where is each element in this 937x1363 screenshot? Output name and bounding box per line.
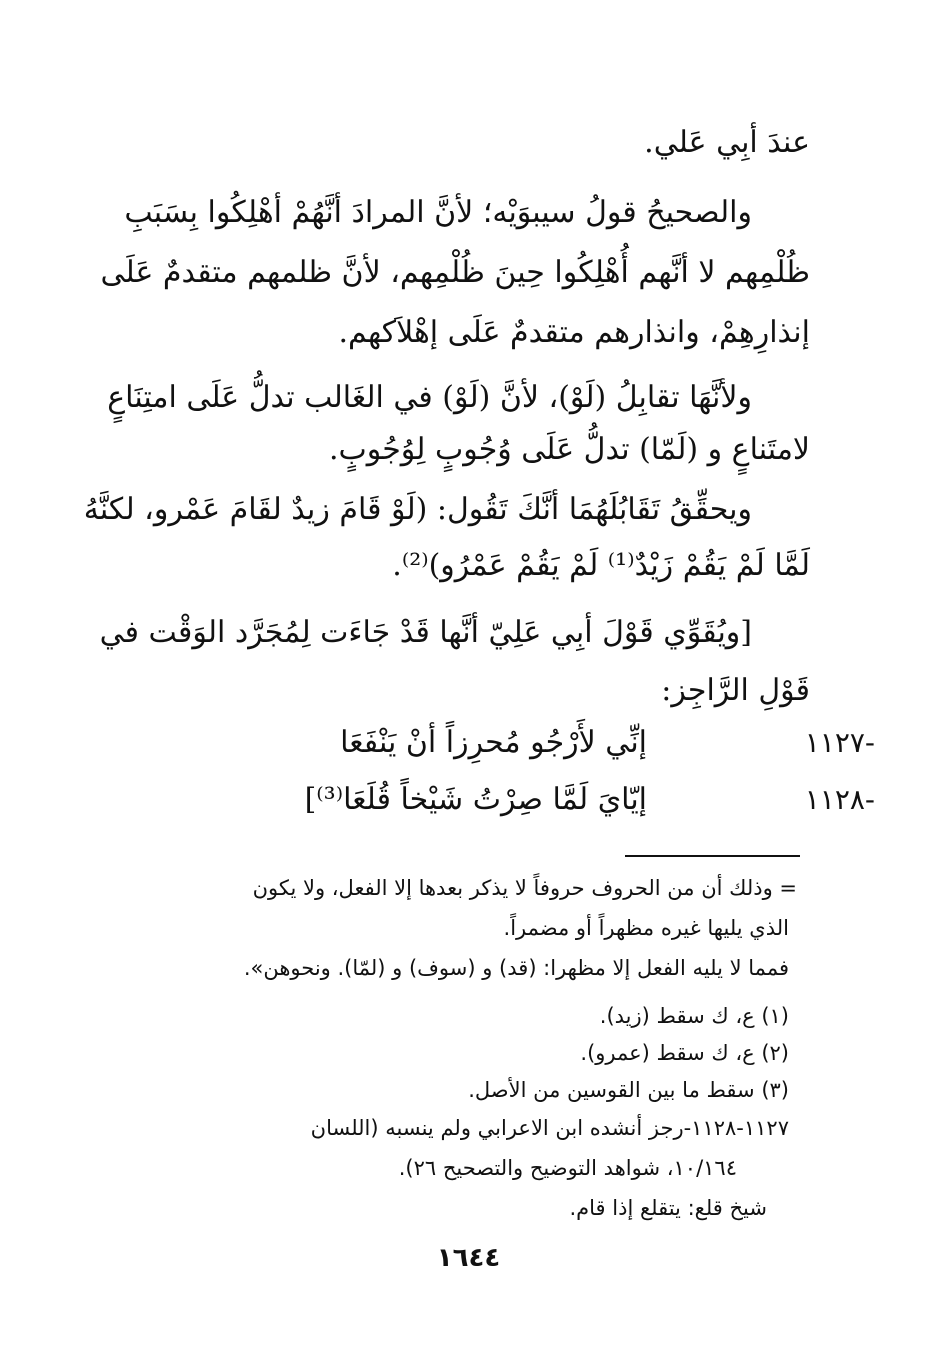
verse-number-1128: -١١٢٨ xyxy=(804,783,875,816)
footnote-3: (٣) سقط ما بين القوسين من الأصل. xyxy=(468,1078,789,1102)
text-line-2: والصحيحُ قولُ سيبوَيْه؛ لأنَّ المرادَ أنَّهُمْ أهْلِكُوا بِسَبَبِ xyxy=(124,195,752,230)
text-line-7: ويحقِّقُ تَقَابُلَهُمَا أنَّكَ تَقُول: (لَوْ قَامَ زيدٌ لقَامَ عَمْرو، لكنَّهُ xyxy=(83,492,752,527)
verse-number-1127: -١١٢٧ xyxy=(804,726,875,759)
page-number: ١٦٤٤ xyxy=(436,1243,501,1273)
footnote-line-1: = وذلك أن من الحروف حروفاً لا يذكر بعدها إلا الفعل، ولا يكون xyxy=(252,876,797,900)
text-line-9: [ويُقَوِّي قَوْلَ أبِي عَلِيّ أنَّها قَدْ جَاءَت لِمُجَرَّد الوَقْت في xyxy=(99,615,752,650)
text-line-5: ولأنَّهَا تقابِلُ (لَوْ)، لأنَّ (لَوْ) في الغَالب تدلُّ عَلَى امتِنَاعٍ xyxy=(107,380,752,415)
verse-text-1128: إيّايَ لَمَّا صِرْتُ شَيْخاً قُلَعَا⁽³⁾] xyxy=(304,782,647,817)
footnote-verse-source-cont: ١٠/١٦٤، شواهد التوضيح والتصحيح ٢٦). xyxy=(398,1156,737,1180)
text-line-3: ظُلْمِهم لا أنَّهم أُهْلِكُوا حِينَ ظُلْمِهم، لأنَّ ظلمهم متقدمٌ عَلَى xyxy=(100,255,810,290)
text-line-1: عندَ أبِي عَلي. xyxy=(644,125,810,160)
footnote-verse-source: ١١٢٧-١١٢٨-رجز أنشده ابن الاعرابي ولم ينسبه (اللسان xyxy=(310,1116,789,1140)
footnote-gloss: شيخ قلع: يتقلع إذا قام. xyxy=(569,1196,767,1220)
footnote-2: (٢) ع، ك سقط (عمرو). xyxy=(580,1041,789,1065)
verse-text-1127: إنِّي لأَرْجُو مُحرِزاً أنْ يَنْفَعَا xyxy=(340,725,647,760)
text-line-10: قَوْلِ الرَّاجِز: xyxy=(661,673,810,708)
footnote-divider xyxy=(625,855,800,857)
footnote-1: (١) ع، ك سقط (زيد). xyxy=(599,1004,789,1028)
text-line-8: لَمَّا لَمْ يَقُمْ زَيْدٌ⁽¹⁾ لَمْ يَقُمْ عَمْرُو)⁽²⁾. xyxy=(392,548,810,583)
footnote-line-2: الذي يليها غيره مظهراً أو مضمراً. xyxy=(503,916,789,940)
text-line-4: إنذارِهِمْ، وانذارهم متقدمٌ عَلَى إهْلاَكهم. xyxy=(338,315,810,350)
text-line-6: لامتَناعٍ و (لَمّا) تدلُّ عَلَى وُجُوبٍ لِوُجُوبٍ. xyxy=(328,432,810,467)
footnote-line-3: فمما لا يليه الفعل إلا مظهرا: (قد) و (سوف) و (لمّا). ونحوهن». xyxy=(243,956,789,980)
